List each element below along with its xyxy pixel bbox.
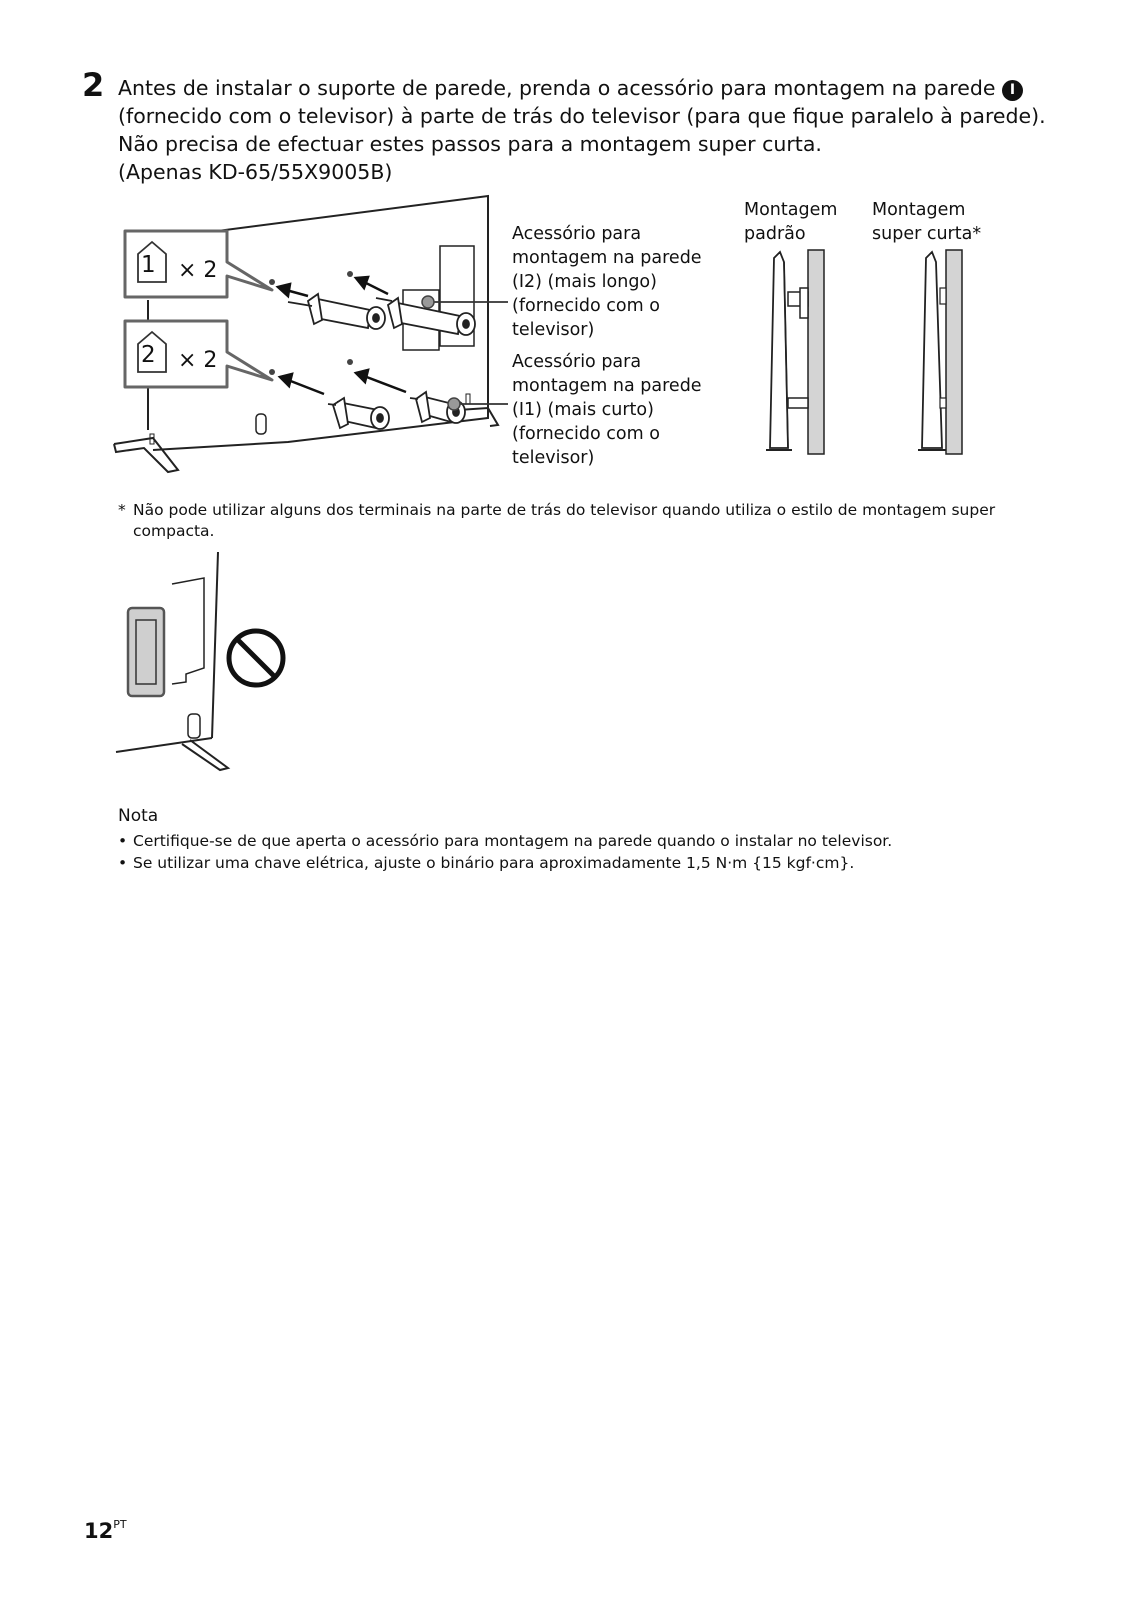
accessory-i-symbol: I — [1002, 80, 1023, 101]
step-line-1: Antes de instalar o suporte de parede, prenda o acessório para montagem na parede I — [118, 74, 1048, 102]
badge-1-count: × 2 — [178, 258, 218, 283]
super-short-mount-side-view — [912, 248, 972, 458]
page-language: PT — [113, 1518, 127, 1531]
super-short-mount-label: Montagem super curta* — [872, 200, 982, 244]
step-number: 2 — [82, 66, 105, 104]
step-instructions — [118, 74, 1048, 186]
callout-short-accessory: Acessório para montagem na parede (I1) (mais curto) (fornecido com o televisor) — [512, 352, 702, 468]
badge-2-count: × 2 — [178, 348, 218, 373]
standard-mount-side-view — [760, 248, 830, 458]
footnote — [118, 500, 1038, 542]
footnote-mark: * — [118, 501, 126, 519]
badge-1-number: 1 — [141, 252, 156, 278]
step-line-4: (Apenas KD-65/55X9005B) — [118, 160, 393, 184]
page-number: $12^{PT}$ — [84, 1518, 127, 1543]
note-title: Nota — [118, 806, 159, 826]
standard-mount-label: Montagem padrão — [744, 200, 838, 244]
badge-2-number: 2 — [141, 342, 156, 368]
step-line-2: (fornecido com o televisor) à parte de trás do televisor (para que fique paralelo à parede). — [118, 104, 1046, 128]
note-list — [118, 830, 1038, 874]
footnote-text: Não pode utilizar alguns dos terminais na parte de trás do televisor quando utiliza o estilo de montagem super compacta. — [133, 501, 996, 540]
blocked-terminals-illustration — [108, 548, 298, 778]
note-item: • Certifique-se de que aperta o acessório para montagem na parede quando o instalar no televisor. — [118, 830, 1038, 852]
callout-long-accessory: Acessório para montagem na parede (I2) (mais longo) (fornecido com o televisor) — [512, 224, 702, 340]
step-line-3: Não precisa de efectuar estes passos para a montagem super curta. — [118, 132, 822, 156]
note-item: • Se utilizar uma chave elétrica, ajuste o binário para aproximadamente 1,5 N·m {15 kgf·cm}. — [118, 852, 1038, 874]
